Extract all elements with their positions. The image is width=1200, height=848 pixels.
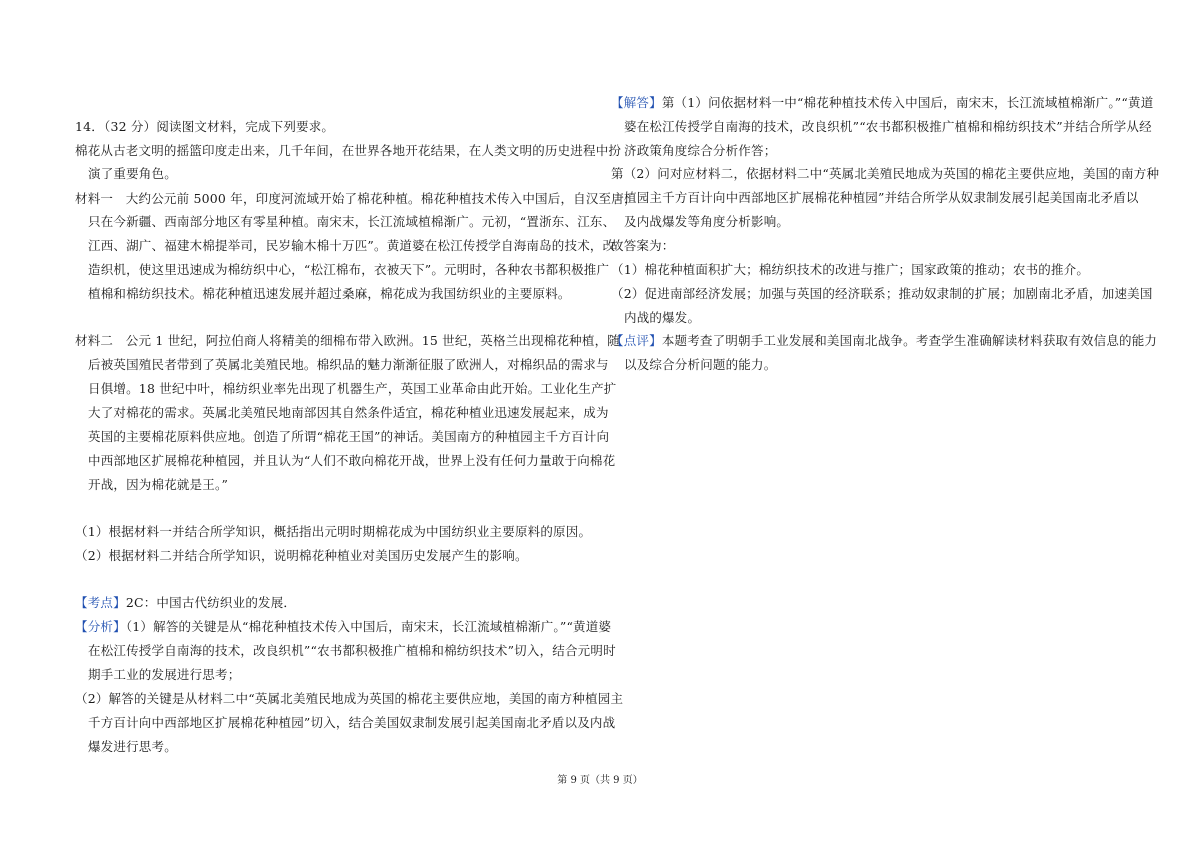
material-one-line: 江西、湖广、福建木棉提举司，民岁输木棉十万匹”。黄道婆在松江传授学自海南岛的技术，改	[88, 238, 616, 253]
kaodian-text: 2C：中国古代纺织业的发展．	[125, 595, 297, 610]
kaodian-tag: 【考点】	[75, 595, 126, 610]
answer-line: 内战的爆发。	[624, 310, 701, 325]
fenxi-line: （2）解答的关键是从材料二中“英属北美殖民地成为英国的棉花主要供应地，美国的南方种植园主	[75, 691, 624, 706]
material-one-line: 材料一 大约公元前 5000 年，印度河流域开始了棉花种植。棉花种植技术传入中国后，自汉至唐，	[75, 191, 637, 206]
jieda-line: 婆在松江传授学自南海的技术，改良织机”“农书都积极推广植棉和棉纺织技术”并结合所学从经	[624, 119, 1152, 134]
fenxi-line: 千方百计向中西部地区扩展棉花种植园”切入，结合美国奴隶制发展引起美国南北矛盾以及内战	[88, 715, 616, 730]
dianping-line: 以及综合分析问题的能力。	[624, 357, 777, 372]
jieda-line: 植园主千方百计向中西部地区扩展棉花种植园”并结合所学从奴隶制发展引起美国南北矛盾以	[624, 190, 1139, 205]
jieda-line: 济政策角度综合分析作答；	[624, 143, 777, 158]
material-two-line: 英国的主要棉花原料供应地。创造了所谓“棉花王国”的神话。美国南方的种植园主千方百计向	[88, 429, 610, 444]
question-header: 14．（32 分）阅读图文材料，完成下列要求。	[75, 119, 335, 134]
jieda-line: 第（2）问对应材料二，依据材料二中“英属北美殖民地成为英国的棉花主要供应地，美国的南方种	[611, 166, 1160, 181]
dianping-line	[611, 333, 1157, 349]
dianping-tag: 【点评】	[611, 333, 662, 348]
sub-question-2: （2）根据材料二并结合所学知识，说明棉花种植业对美国历史发展产生的影响。	[75, 548, 528, 563]
fenxi-line	[75, 619, 611, 635]
intro-line: 演了重要角色。	[88, 166, 177, 181]
material-two-line: 中西部地区扩展棉花种植园，并且认为“人们不敢向棉花开战，世界上没有任何力量敢于向棉花	[88, 453, 616, 468]
material-two-line: 材料二 公元 1 世纪，阿拉伯商人将精美的细棉布带入欧洲。15 世纪，英格兰出现棉花种植，随	[75, 333, 620, 348]
fenxi-line: 在松江传授学自南海的技术，改良织机”“农书都积极推广植棉和棉纺织技术”切入，结合元明时	[88, 643, 616, 658]
page-number: 第 9 页（共 9 页）	[557, 775, 643, 786]
material-one-line: 造织机，使这里迅速成为棉纺织中心，“松江棉布，衣被天下”。元明时，各种农书都积极推广	[88, 262, 610, 277]
intro-line: 棉花从古老文明的摇篮印度走出来，几千年间，在世界各地开花结果，在人类文明的历史进程中扮	[75, 143, 622, 158]
fenxi-text: （1）解答的关键是从“棉花种植技术传入中国后，南宋末，长江流域植棉渐广。”“黄道婆	[125, 619, 612, 634]
answer-line: （2）促进南部经济发展；加强与英国的经济联系；推动奴隶制的扩展；加剧南北矛盾，加速美国	[611, 286, 1153, 301]
material-two-line: 日俱增。18 世纪中叶，棉纺织业率先出现了机器生产，英国工业革命由此开始。工业化生产扩	[88, 381, 617, 396]
material-one-line: 植棉和棉纺织技术。棉花种植迅速发展并超过桑麻，棉花成为我国纺织业的主要原料。	[88, 286, 571, 301]
jieda-line	[611, 95, 1153, 111]
material-two-line: 大了对棉花的需求。英属北美殖民地南部因其自然条件适宜，棉花种植业迅速发展起来，成为	[88, 405, 609, 420]
material-two-line: 后被英国殖民者带到了英属北美殖民地。棉织品的魅力渐渐征服了欧洲人，对棉织品的需求与	[88, 357, 609, 372]
fenxi-tag: 【分析】	[75, 619, 126, 634]
dianping-text: 本题考查了明朝手工业发展和美国南北战争。考查学生准确解读材料获取有效信息的能力	[661, 333, 1158, 348]
material-one-line: 只在今新疆、西南部分地区有零星种植。南宋末，长江流域植棉渐广。元初，“置浙东、江东、	[88, 214, 616, 229]
jieda-line: 及内战爆发等角度分析影响。	[624, 214, 790, 229]
jieda-text: 第（1）问依据材料一中“棉花种植技术传入中国后，南宋末，长江流域植棉渐广。”“黄道	[661, 95, 1154, 110]
sub-question-1: （1）根据材料一并结合所学知识，概括指出元明时期棉花成为中国纺织业主要原料的原因。	[75, 524, 592, 539]
jieda-tag: 【解答】	[611, 95, 662, 110]
answer-line: （1）棉花种植面积扩大；棉纺织技术的改进与推广；国家政策的推动；农书的推介。	[611, 262, 1090, 277]
fenxi-line: 期手工业的发展进行思考；	[88, 667, 241, 682]
material-two-line: 开战，因为棉花就是王。”	[88, 477, 229, 492]
kaodian-line	[75, 595, 296, 611]
fenxi-line: 爆发进行思考。	[88, 739, 177, 754]
answer-heading: 故答案为：	[611, 238, 675, 253]
